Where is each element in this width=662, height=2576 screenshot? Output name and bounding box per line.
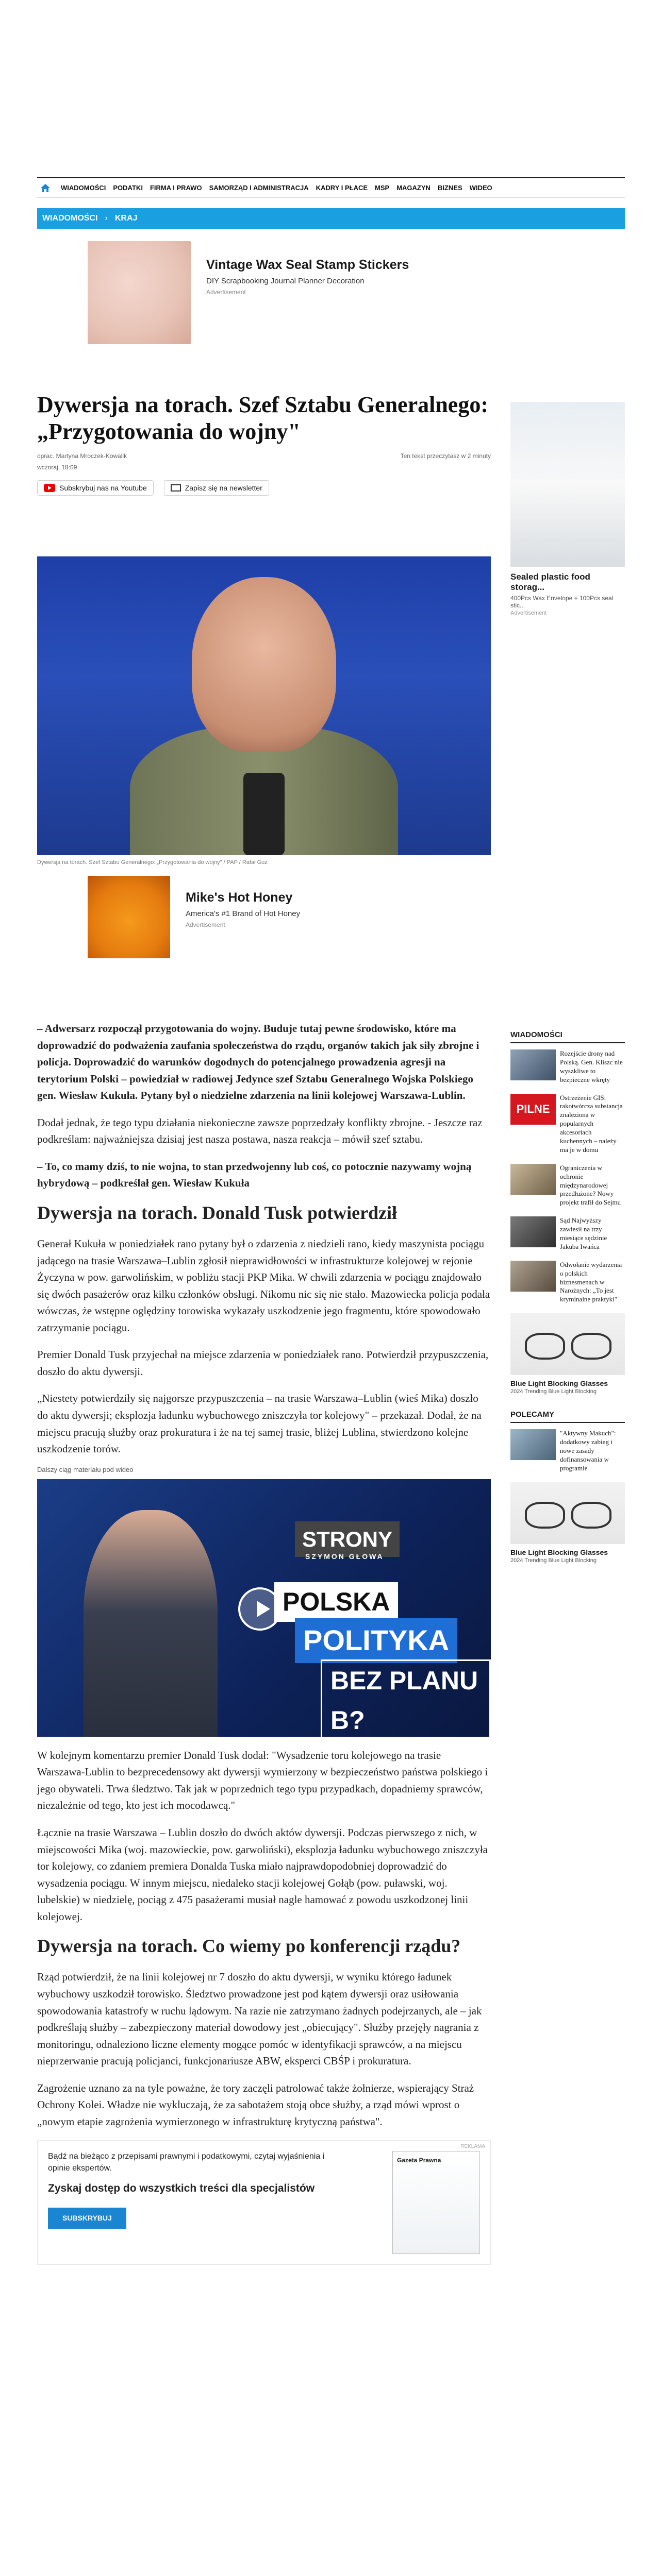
nav-item-wiadomosci[interactable]: WIADOMOŚCI	[61, 184, 106, 192]
promo-text: Bądź na bieżąco z przepisami prawnymi i podatkowymi, czytaj wyjaśnienia i opinie ekspertów.	[48, 2152, 325, 2173]
paragraph: – To, co mamy dziś, to nie wojna, to stan przedwojenny lub coś, co potocznie nazywamy wojną hybrydową – podkreślał gen. Wiesław Kukuła	[37, 1160, 472, 1190]
chevron-right-icon: ›	[105, 214, 108, 223]
ad-title: Blue Light Blocking Glasses	[510, 1379, 608, 1388]
news-title: Ostrzeżenie GIS: rakotwórcza substancja znaleziona w popularnych akcesoriach kuchennych – należy ma je w domu	[560, 1093, 623, 1154]
paragraph: „Niestety potwierdziły się najgorsze przypuszczenia – na trasie Warszawa–Lublin (wieś Mika) doszło do aktu dywersji; eksplozja ładunku wybuchowego zniszczyła tor kolejowy" – przekazał. Dodał, że na miejscu pracują służby oraz prokuratura i że na tej samej trasie, bliżej Lublina, stwierdzono kolejne uszkodzenie torów.	[37, 1392, 482, 1455]
breadcrumb-sub[interactable]: KRAJ	[114, 214, 138, 223]
section-heading: Dywersja na torach. Co wiemy po konferencji rządu?	[37, 1936, 461, 1957]
video-caption-2: POLITYKA	[295, 1618, 457, 1663]
video-caption-3: BEZ PLANU B?	[321, 1659, 491, 1737]
nav-item-magazyn[interactable]: MAGAZYN	[396, 184, 431, 192]
paragraph: Rząd potwierdził, że na linii kolejowej nr 7 doszło do aktu dywersji, w wyniku którego ładunek wybuchowy uszkodził torowisko. Śledztwo prowadzone jest pod kątem dywersji oraz usiłowania spowodowania katastrofy w ruchu lądowym. Na razie nie zatrzymano żadnych podejrzanych, ale – jak podkreślają służby – zabezpieczony materiał dowodowy jest „obiecujący". Służby przejęły nagrania z monitoringu, odnaleziono liczne elementy mogące pomóc w identyfikacji sprawców, a na miejscu nieprzerwanie pracują policjanci, funkcjonariusze ABW, eksperci CBŚP i prokuratura.	[37, 1971, 482, 2067]
news-title: Ograniczenia w ochronie międzynarodowej przedłużone? Nowy projekt trafił do Sejmu	[560, 1163, 621, 1207]
image-caption: Dywersja na torach. Szef Sztabu Generalnego: „Przygotowania do wojny" / PAP / Rafał Guz	[37, 859, 268, 866]
ad-title: Vintage Wax Seal Stamp Stickers	[206, 258, 409, 272]
sidebar-heading: POLECAMY	[510, 1410, 625, 1423]
news-thumbnail	[510, 1429, 556, 1460]
right-sidebar	[510, 1030, 625, 1579]
subscription-promo	[37, 2140, 491, 2265]
article-header	[37, 392, 491, 496]
ad-sub: 2024 Trending Blue Light Blocking	[510, 1557, 597, 1564]
list-item[interactable]	[510, 1429, 625, 1472]
ad-brand: Advertisement	[510, 610, 547, 616]
paragraph: Zagrożenie uznano za na tyle poważne, że tory zaczęli patrolować także żołnierze, wspierający Straż Ochrony Kolei. Władze nie wykluczają, że za sabotażem stoją obce służby, a rząd mówi wprost o „nowym etapie zagrożenia wymierzonego w infrastrukturę krytyczną państwa".	[37, 2081, 474, 2128]
nav-item-kadry[interactable]: KADRY I PŁACE	[316, 184, 368, 192]
video-person	[84, 1510, 218, 1737]
video-caption-1: POLSKA	[274, 1582, 398, 1622]
nav-item-firma[interactable]: FIRMA I PRAWO	[150, 184, 202, 192]
paragraph: Łącznie na trasie Warszawa – Lublin doszło do dwóch aktów dywersji. Podczas pierwszego z nich, w miejscowości Mika (woj. mazowieckie, pow. garwoliński), eksplozja ładunku wybuchowego zniszczyła tor kolejowy, co zdaniem premiera Donalda Tuska miało najprawdopodobniej doprowadzić do wysadzenia pociągu. W innym miejscu, niedaleko stacji kolejowej Gołąb (pow. puławski, woj. lubelskie) w niedzielę, pociąg z 475 pasażerami musiał nagle hamować z powodu uszkodzonej linii kolejowej.	[37, 1826, 488, 1923]
breadcrumb	[37, 208, 625, 229]
list-item[interactable]	[510, 1164, 625, 1207]
lead-paragraph: – Adwersarz rozpoczął przygotowania do wojny. Buduje tutaj pewne środowisko, które ma doprowadzić do podważenia zaufania społeczeństwa do rządu, organów takich jak siły zbrojne i policja. Doprowadzić do warunków dogodnych do potencjalnego prowadzenia agresji na terytorium Polski – powiedział w radiowej Jedynce szef Sztabu Generalnego Wojska Polskiego gen. Wiesław Kukuła. Pytany był o niedzielne zdarzenia na linii kolejowej Warszawa-Lublin.	[37, 1022, 479, 1102]
nav-item-biznes[interactable]: BIZNES	[437, 184, 462, 192]
paragraph: Premier Donald Tusk przyjechał na miejsce zdarzenia w poniedziałek rano. Potwierdził przypuszczenia, doszło do aktu dywersji.	[37, 1348, 489, 1378]
news-title: Odwołanie wydarzenia o polskich biznesmenach w Narożnych: „To jest kryminalne praktyki"	[560, 1260, 622, 1303]
mail-icon	[171, 484, 181, 492]
news-title: "Aktywny Makuch": dodatkowy zabieg i nowe zasady dofinansowania w programie	[560, 1429, 616, 1472]
top-ad[interactable]	[88, 241, 479, 344]
youtube-subscribe-button[interactable]	[37, 480, 154, 496]
page-title: Dywersja na torach. Szef Sztabu Generalnego: „Przygotowania do wojny"	[37, 392, 488, 444]
video-player[interactable]	[37, 1479, 491, 1737]
breadcrumb-section[interactable]: WIADOMOŚCI	[42, 214, 98, 223]
ad-image	[510, 402, 625, 567]
ad-brand: Advertisement	[186, 921, 225, 928]
article-body	[37, 1020, 491, 2280]
news-thumbnail	[510, 1164, 556, 1195]
sidebar-heading: WIADOMOŚCI	[510, 1030, 625, 1043]
ad-image	[88, 241, 191, 344]
youtube-icon	[44, 484, 55, 492]
nav-item-podatki[interactable]: PODATKI	[113, 184, 143, 192]
sidebar-ad[interactable]	[510, 1313, 625, 1395]
nav-item-wideo[interactable]: WIDEO	[469, 184, 492, 192]
promo-label: REKLAMA	[460, 2144, 485, 2150]
top-white-area	[0, 0, 662, 155]
hero-face	[192, 577, 336, 752]
ad-sub: America's #1 Brand of Hot Honey	[186, 909, 301, 918]
play-icon[interactable]	[238, 1587, 282, 1631]
video-host: SZYMON GŁOWA	[305, 1552, 384, 1561]
list-item[interactable]	[510, 1216, 625, 1251]
promo-headline: Zyskaj dostęp do wszystkich treści dla specjalistów	[48, 2182, 315, 2195]
home-icon[interactable]	[37, 181, 54, 195]
news-thumbnail	[510, 1216, 556, 1247]
publish-date: wczoraj, 18:09	[37, 463, 77, 471]
video-title: STRONY	[295, 1521, 400, 1557]
ad-title: Sealed plastic food storag...	[510, 572, 590, 592]
byline[interactable]: oprac. Martyna Mroczek-Kowalik	[37, 452, 127, 460]
ad-image	[88, 876, 170, 958]
newsletter-label: Zapisz się na newsletter	[185, 483, 262, 492]
news-thumbnail	[510, 1261, 556, 1292]
nav-item-msp[interactable]: MSP	[375, 184, 390, 192]
video-label: Dalszy ciąg materiału pod wideo	[37, 1465, 134, 1473]
nav-item-samorzad[interactable]: SAMORZĄD I ADMINISTRACJA	[209, 184, 309, 192]
glasses-image	[510, 1482, 625, 1544]
news-title: Rozejście drony nad Polską. Gen. Kliszc nie wyszkliwe to bezpieczne wkręty	[560, 1049, 623, 1083]
mid-ad[interactable]	[88, 876, 479, 958]
newsletter-button[interactable]	[164, 480, 269, 496]
news-title: Sąd Najwyższy zawiesił na trzy miesiące sędzinie Jakuba Iwańca	[560, 1216, 607, 1250]
hero-image	[37, 556, 491, 855]
main-nav	[37, 177, 625, 198]
ad-title: Mike's Hot Honey	[186, 890, 293, 905]
news-thumbnail	[510, 1049, 556, 1080]
youtube-label: Subskrybuj nas na Youtube	[59, 483, 147, 492]
subscribe-button[interactable]: SUBSKRYBUJ	[48, 2208, 126, 2229]
list-item[interactable]	[510, 1049, 625, 1084]
ad-brand: Advertisement	[206, 289, 246, 296]
magazine-cover: Gazeta Prawna	[392, 2151, 480, 2254]
read-time: Ten tekst przeczytasz w 2 minuty	[400, 452, 491, 460]
sidebar-ad[interactable]	[510, 1482, 625, 1564]
paragraph: W kolejnym komentarzu premier Donald Tusk dodał: "Wysadzenie toru kolejowego na trasie Warszawa-Lublin to bezprecedensowy akt dywersji wymierzony w bezpieczeństwo państwa polskiego i jego obywateli. Trwa śledztwo. Tak jak w poprzednich tego typu przypadkach, dopadniemy sprawców, niezależnie od tego, kto jest ich mocodawcą."	[37, 1749, 488, 1812]
ad-sub: DIY Scrapbooking Journal Planner Decoration	[206, 277, 365, 285]
news-thumbnail: PILNE	[510, 1094, 556, 1125]
list-item[interactable]	[510, 1261, 625, 1304]
side-ad[interactable]	[510, 402, 625, 629]
ad-sub: 400Pcs Wax Envelope + 100Pcs seal stic...	[510, 595, 614, 609]
ad-title: Blue Light Blocking Glasses	[510, 1548, 608, 1556]
ad-sub: 2024 Trending Blue Light Blocking	[510, 1388, 597, 1395]
paragraph: Generał Kukuła w poniedziałek rano pytany był o zdarzenia z niedzieli rano, kiedy maszynista pociągu jadącego na trasie Warszawa–Lublin zgłosił nieprawidłowości w infrastrukturze kolejowej w rejonie Życzyna w pow. garwolińskim, w pobliżu stacji PKP Mika. W chwili zdarzenia w pociągu znajdowało się dwóch pasażerów oraz kilku członków obsługi. Nikomu nic się nie stało. Mazowiecka policja podała wówczas, że wstępne oględziny torowiska wykazały uszkodzenie jego fragmentu, które spowodowało zatrzymanie pociągu.	[37, 1238, 490, 1334]
paragraph: Dodał jednak, że tego typu działania niekonieczne zawsze poprzedzały konflikty zbrojne. - Jeszcze raz podkreślam: najważniejsza dzisiaj jest nasza postawa, nasza reakcja – mówił szef sztabu.	[37, 1116, 483, 1146]
section-heading: Dywersja na torach. Donald Tusk potwierdził	[37, 1202, 398, 1223]
list-item[interactable]	[510, 1094, 625, 1155]
glasses-image	[510, 1313, 625, 1375]
hero-microphone	[243, 773, 285, 855]
